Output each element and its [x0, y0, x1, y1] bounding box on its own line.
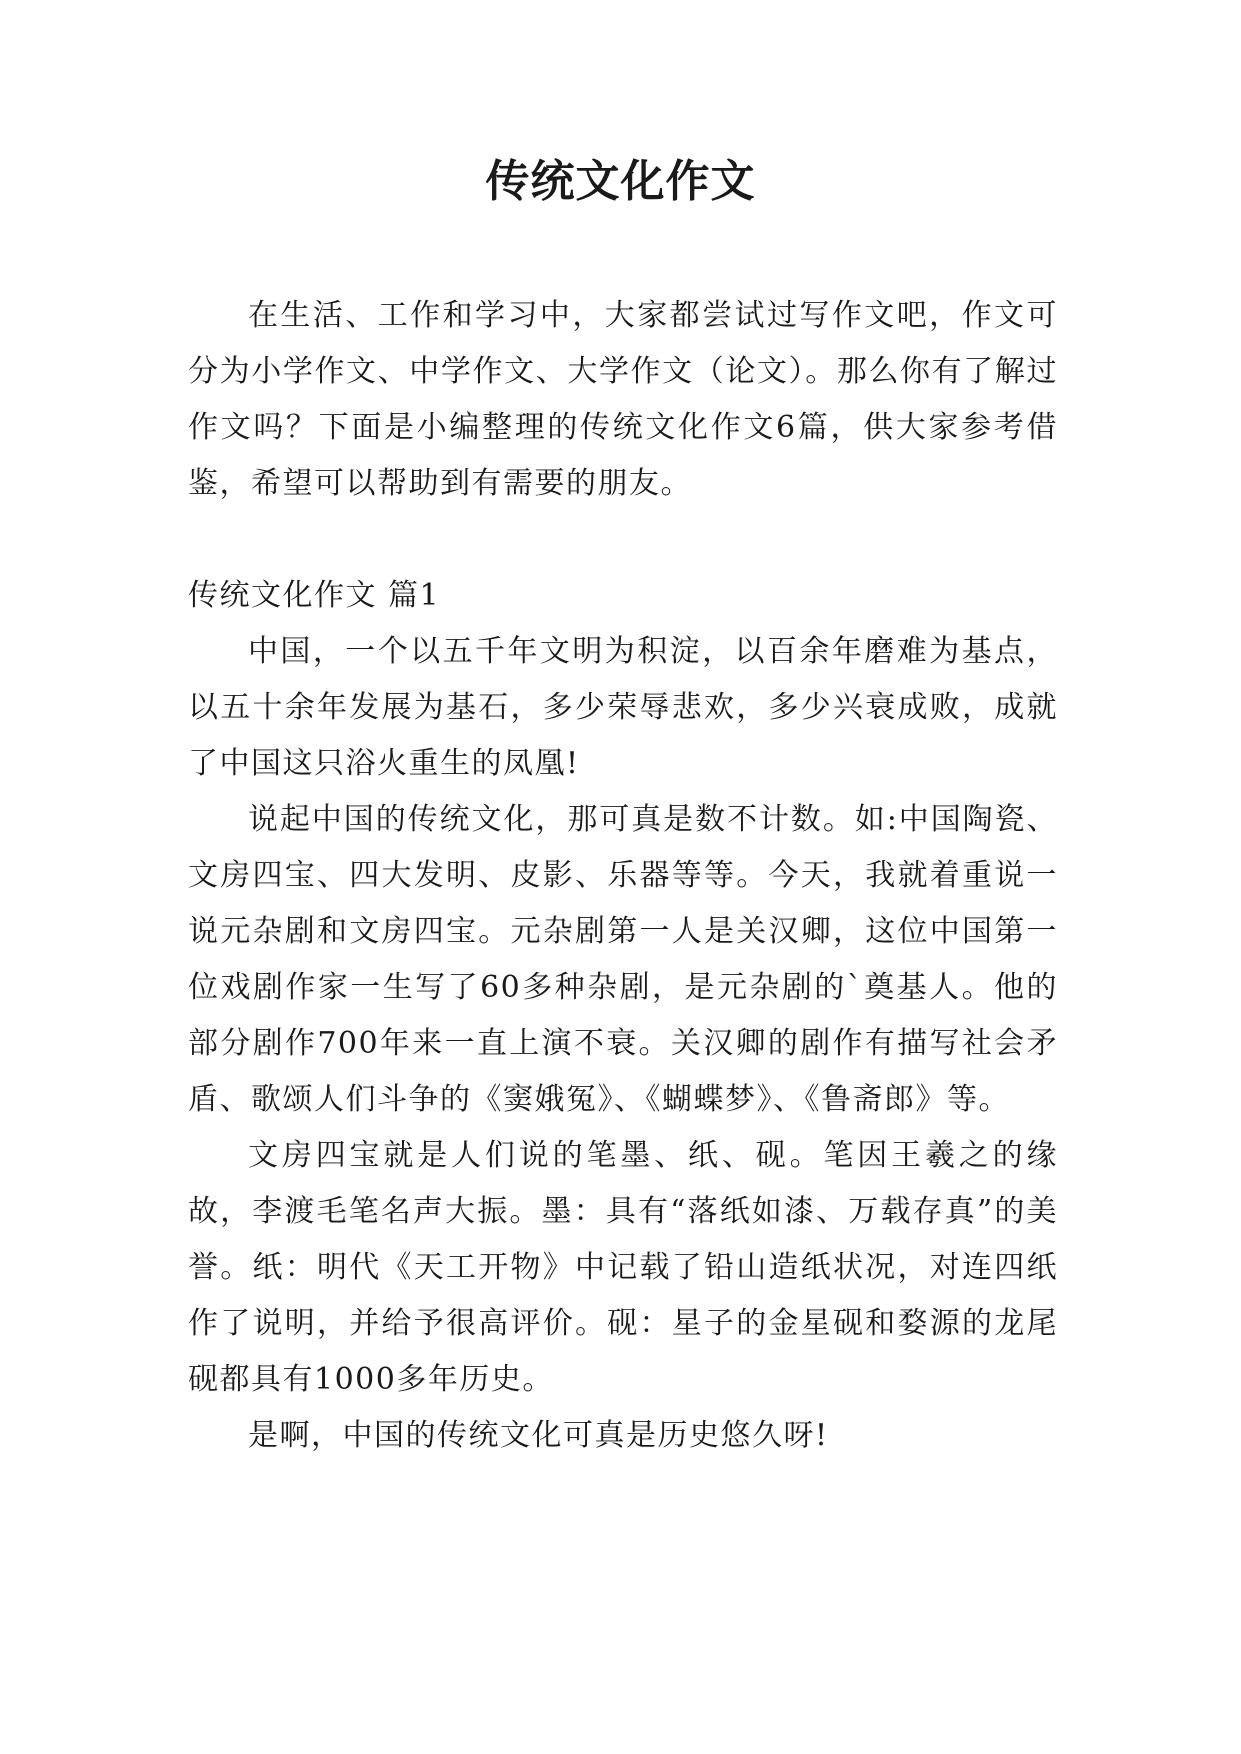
body-paragraph: 是啊，中国的传统文化可真是历史悠久呀!: [248, 1418, 829, 1453]
document-body: [188, 288, 1058, 1464]
body-paragraph: 文房四宝就是人们说的笔墨、纸、砚。笔因王羲之的缘故，李渡毛笔名声大振。墨：具有“落纸如漆、万载存真”的美誉。纸：明代《天工开物》中记载了铅山造纸状况，对连四纸作了说明，并给予很高评价。砚：星子的金星砚和婺源的龙尾砚都具有1000多年历史。: [188, 1138, 1058, 1397]
intro-paragraph: 在生活、工作和学习中，大家都尝试过写作文吧，作文可分为小学作文、中学作文、大学作文（论文）。那么你有了解过作文吗？下面是小编整理的传统文化作文6篇，供大家参考借鉴，希望可以帮助到有需要的朋友。: [188, 298, 1058, 501]
body-paragraph: 中国，一个以五千年文明为积淀，以百余年磨难为基点，以五十余年发展为基石，多少荣辱悲欢，多少兴衰成败，成就了中国这只浴火重生的凤凰!: [188, 634, 1058, 781]
section-heading: 传统文化作文 篇1: [188, 578, 441, 613]
body-paragraph: 说起中国的传统文化，那可真是数不计数。如:中国陶瓷、文房四宝、四大发明、皮影、乐器等等。今天，我就着重说一说元杂剧和文房四宝。元杂剧第一人是关汉卿，这位中国第一位戏剧作家一生写了60多种杂剧，是元杂剧的`奠基人。他的部分剧作700年来一直上演不衰。关汉卿的剧作有描写社会矛盾、歌颂人们斗争的《窦娥冤》、《蝴蝶梦》、《鲁斋郎》等。: [188, 802, 1058, 1117]
document-title: 传统文化作文: [485, 156, 756, 207]
